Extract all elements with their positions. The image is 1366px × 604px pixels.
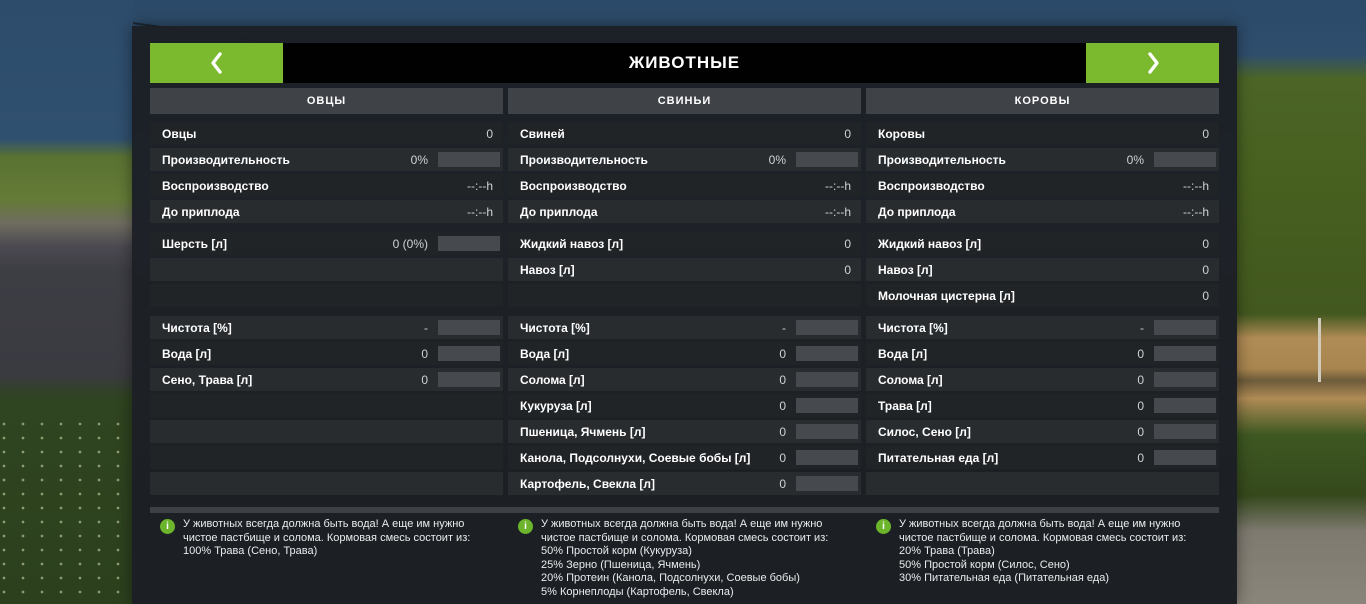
stat-label: Силос, Сено [л] [878, 424, 971, 439]
stat-value: 0 [421, 346, 428, 361]
stat-row [508, 472, 861, 495]
stat-row [150, 174, 503, 197]
stat-row [866, 394, 1219, 417]
progress-bar [796, 152, 858, 167]
background-pole [1318, 318, 1321, 382]
stat-label: Воспроизводство [520, 178, 627, 193]
stat-row [150, 232, 503, 255]
feed-line: 20% Трава (Трава) [899, 545, 995, 557]
stat-label: Чистота [%] [162, 320, 232, 335]
stat-label: Жидкий навоз [л] [520, 236, 624, 251]
info-text [541, 518, 857, 599]
empty-row [866, 472, 1219, 495]
stat-row [866, 342, 1219, 365]
feed-line: 30% Питательная еда (Питательная еда) [899, 572, 1110, 584]
stat-row [866, 420, 1219, 443]
stat-label: Чистота [%] [520, 320, 590, 335]
empty-row [508, 284, 861, 307]
stat-label: Шерсть [л] [162, 236, 227, 251]
stat-row [508, 232, 861, 255]
stat-label: Овцы [162, 126, 197, 141]
stat-row [508, 148, 861, 171]
stat-value: 0 [779, 450, 786, 465]
stat-row [508, 200, 861, 223]
empty-row [150, 258, 503, 281]
info-note [508, 518, 861, 599]
empty-row [150, 284, 503, 307]
info-note [866, 518, 1219, 586]
stat-value: 0 [779, 476, 786, 491]
progress-bar [438, 320, 500, 335]
stat-value: 0 [844, 126, 851, 141]
stat-value: 0 [844, 236, 851, 251]
info-intro: У животных всегда должна быть вода! А еще им нужно чистое пастбище и солома. Кормовая смесь состоит из: [899, 518, 1187, 544]
stat-row [866, 200, 1219, 223]
stat-label: Вода [л] [520, 346, 570, 361]
stat-value: 0 [1202, 126, 1209, 141]
info-icon: i [876, 519, 891, 534]
stat-row [866, 232, 1219, 255]
feed-line: 50% Простой корм (Кукуруза) [541, 545, 692, 557]
stat-value: 0 (0%) [392, 236, 428, 251]
stat-value: 0 [779, 372, 786, 387]
stat-row [150, 342, 503, 365]
column-header-pigs: СВИНЬИ [508, 88, 861, 114]
stat-value: 0 [1137, 346, 1144, 361]
stat-label: Трава [л] [878, 398, 932, 413]
stat-value: - [782, 320, 786, 335]
info-icon: i [160, 519, 175, 534]
stat-row [150, 316, 503, 339]
stat-value: 0 [844, 262, 851, 277]
stat-row [508, 342, 861, 365]
feed-line: 100% Трава (Сено, Трава) [183, 545, 318, 557]
stat-value: --:--h [825, 204, 851, 219]
animal-column-sheep [150, 26, 503, 604]
stat-label: Вода [л] [162, 346, 212, 361]
stat-label: Молочная цистерна [л] [878, 288, 1015, 303]
stat-label: Вода [л] [878, 346, 928, 361]
stat-row [866, 368, 1219, 391]
column-header-sheep: ОВЦЫ [150, 88, 503, 114]
progress-bar [796, 424, 858, 439]
progress-bar [438, 346, 500, 361]
animal-column-cows [866, 26, 1219, 604]
column-header-cows: КОРОВЫ [866, 88, 1219, 114]
progress-bar [796, 450, 858, 465]
page-title: ЖИВОТНЫЕ [628, 53, 741, 72]
feed-line: 50% Простой корм (Силос, Сено) [899, 558, 1070, 571]
stat-value: --:--h [467, 204, 493, 219]
stat-row [508, 122, 861, 145]
stat-value: 0 [779, 424, 786, 439]
stat-label: Производительность [162, 152, 290, 167]
empty-row [150, 446, 503, 469]
stat-row [150, 200, 503, 223]
feed-line: 25% Зерно (Пшеница, Ячмень) [541, 558, 701, 571]
stat-label: Солома [л] [878, 372, 943, 387]
progress-bar [1154, 152, 1216, 167]
progress-bar [438, 236, 500, 251]
progress-bar [1154, 320, 1216, 335]
progress-bar [796, 398, 858, 413]
stat-value: --:--h [825, 178, 851, 193]
info-icon: i [518, 519, 533, 534]
info-note [150, 518, 503, 559]
stat-label: Кукуруза [л] [520, 398, 592, 413]
panel-inner [150, 26, 1219, 604]
stat-label: Сено, Трава [л] [162, 372, 253, 387]
empty-row [150, 472, 503, 495]
stat-label: Коровы [878, 126, 925, 141]
stat-value: - [424, 320, 428, 335]
stat-row [150, 368, 503, 391]
stat-row [866, 316, 1219, 339]
stat-label: Картофель, Свекла [л] [520, 476, 656, 491]
stat-value: 0 [486, 126, 493, 141]
stat-value: - [1140, 320, 1144, 335]
stat-row [508, 258, 861, 281]
progress-bar [1154, 398, 1216, 413]
progress-bar [796, 372, 858, 387]
info-intro: У животных всегда должна быть вода! А еще им нужно чистое пастбище и солома. Кормовая смесь состоит из: [541, 518, 829, 544]
stat-label: До приплода [520, 204, 598, 219]
stat-label: До приплода [162, 204, 240, 219]
stat-label: Производительность [878, 152, 1006, 167]
progress-bar [1154, 424, 1216, 439]
progress-bar [796, 320, 858, 335]
progress-bar [1154, 346, 1216, 361]
stat-value: 0 [1137, 372, 1144, 387]
progress-bar [1154, 450, 1216, 465]
stat-label: Навоз [л] [878, 262, 933, 277]
background-grass-flowers [0, 420, 133, 604]
footer-separator [150, 507, 1219, 513]
stat-label: Солома [л] [520, 372, 585, 387]
stat-value: 0 [779, 346, 786, 361]
stat-row [866, 284, 1219, 307]
stat-row [508, 446, 861, 469]
stat-row [508, 394, 861, 417]
stat-row [508, 316, 861, 339]
stat-value: 0 [421, 372, 428, 387]
background-trees-road [1236, 0, 1366, 604]
stat-label: Питательная еда [л] [878, 450, 999, 465]
stat-row [866, 122, 1219, 145]
stat-value: 0% [768, 152, 786, 167]
stat-value: --:--h [1183, 204, 1209, 219]
feed-line: 20% Протеин (Канола, Подсолнухи, Соевые бобы) [541, 572, 800, 584]
progress-bar [796, 476, 858, 491]
stat-value: 0% [1126, 152, 1144, 167]
stat-row [508, 368, 861, 391]
stat-value: 0 [779, 398, 786, 413]
stat-label: Свиней [520, 126, 565, 141]
info-intro: У животных всегда должна быть вода! А еще им нужно чистое пастбище и солома. Кормовая смесь состоит из: [183, 518, 471, 544]
stat-value: --:--h [467, 178, 493, 193]
stat-label: Производительность [520, 152, 648, 167]
progress-bar [796, 346, 858, 361]
stat-value: 0 [1137, 398, 1144, 413]
stat-row [508, 174, 861, 197]
stat-label: Жидкий навоз [л] [878, 236, 982, 251]
progress-bar [438, 152, 500, 167]
info-text [183, 518, 499, 559]
stat-value: 0 [1137, 450, 1144, 465]
animal-column-pigs [508, 26, 861, 604]
stat-row [150, 148, 503, 171]
stat-row [866, 148, 1219, 171]
feed-line: 5% Корнеплоды (Картофель, Свекла) [541, 585, 734, 598]
stat-value: 0 [1202, 236, 1209, 251]
stat-label: Пшеница, Ячмень [л] [520, 424, 646, 439]
stat-row [866, 174, 1219, 197]
stat-value: 0 [1137, 424, 1144, 439]
stat-label: Навоз [л] [520, 262, 575, 277]
animals-panel [132, 26, 1237, 604]
progress-bar [438, 372, 500, 387]
stat-row [866, 258, 1219, 281]
stat-label: До приплода [878, 204, 956, 219]
stat-value: 0 [1202, 262, 1209, 277]
stat-label: Воспроизводство [878, 178, 985, 193]
stat-label: Чистота [%] [878, 320, 948, 335]
empty-row [150, 394, 503, 417]
stat-value: --:--h [1183, 178, 1209, 193]
stat-value: 0 [1202, 288, 1209, 303]
stat-row [866, 446, 1219, 469]
stat-label: Канола, Подсолнухи, Соевые бобы [л] [520, 450, 751, 465]
stat-row [150, 122, 503, 145]
progress-bar [1154, 372, 1216, 387]
stat-label: Воспроизводство [162, 178, 269, 193]
stat-value: 0% [410, 152, 428, 167]
info-text [899, 518, 1215, 586]
empty-row [150, 420, 503, 443]
stat-row [508, 420, 861, 443]
